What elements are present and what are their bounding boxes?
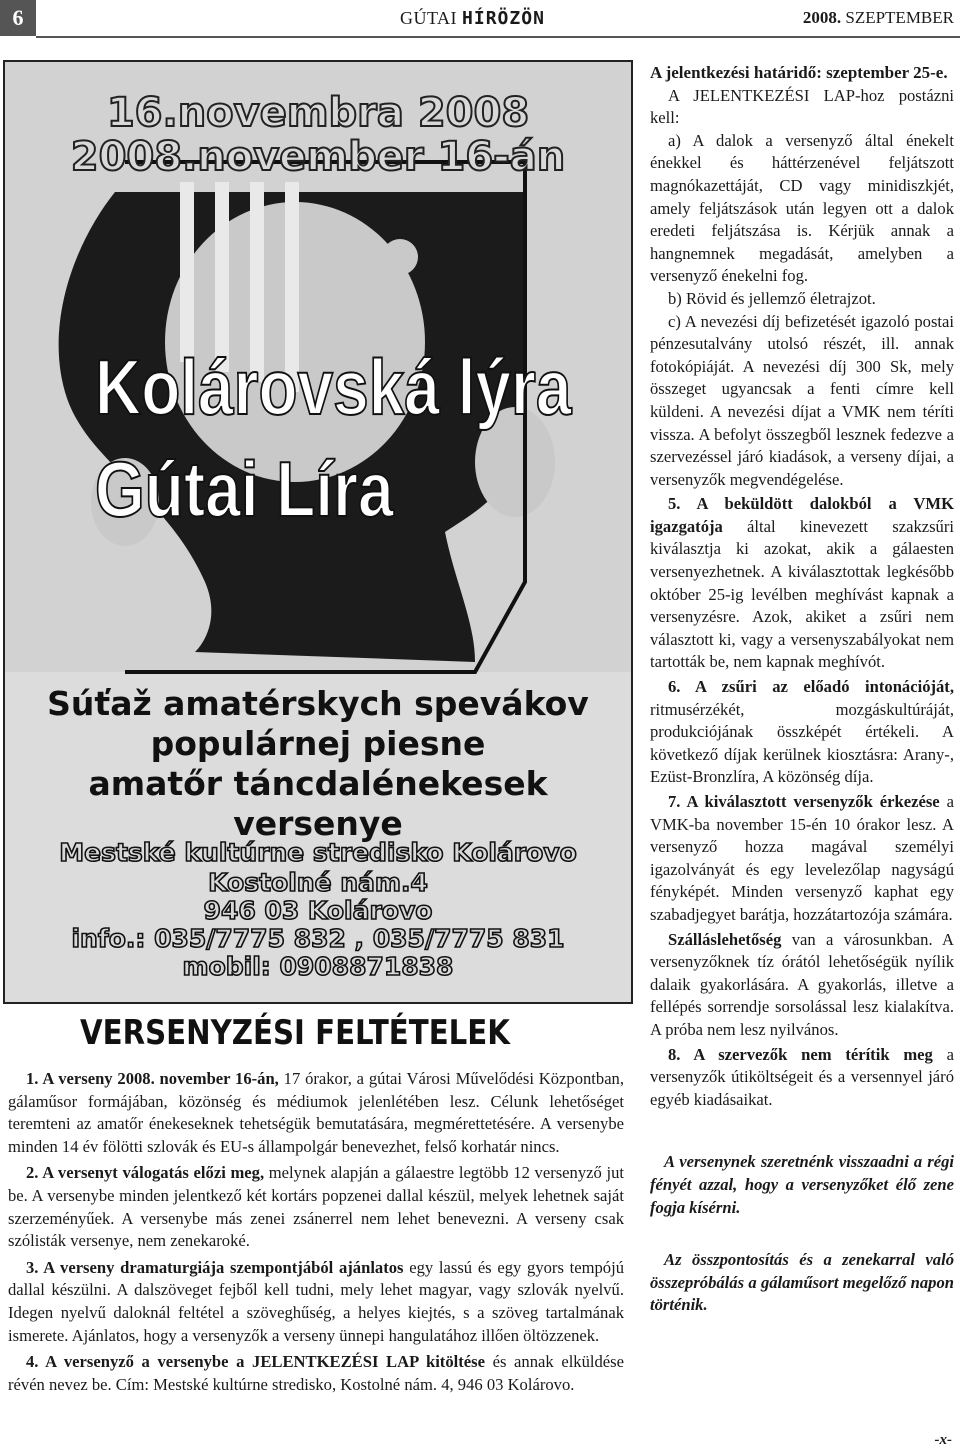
condition-2-text: melynek alapján a gálaestre legtöbb 12 versenyző jut be. A versenybe minden jelentkező két kortárs popzenei dallal készül, melyek lehetnek saját szerzeményűek. A versenybe más zenei zsánerrel nem lehet benevezni. A verseny csak szólisták versenye, nem zenekaroké. (8, 1163, 624, 1251)
condition-7-text: a VMK-ba november 15-én 10 órakor lesz. A versenyző hozza magával személyi igazolványát és egy levelezőlap nagyságú fényképét. Minden versenyző kaphat egy szabadjegyet barátja, hozzátartozója számára. (650, 792, 955, 924)
poster-title-hu: Gútai Líra (95, 445, 394, 533)
application-item-b: b) Rövid és jellemző életrajzot. (668, 288, 876, 308)
poster-organizer: Mestské kultúrne stredisko Kolárovo (59, 838, 577, 867)
poster-date-hu: 2008.november 16-án (70, 134, 566, 180)
condition-8-lead: 8. A szervezők nem térítik meg (668, 1044, 933, 1064)
condition-8 (650, 1044, 954, 1112)
condition-5 (650, 493, 954, 674)
condition-6-text: ritmusérzékét, mozgáskultúráját, produkciójának összképét értékeli. A következő díjak kerülnek kiosztásra: Arany-, Ezüst-Bronzlíra, A közönség díja. (650, 699, 954, 787)
poster-subtitle-1: Súťaž amatérskych spevákov (47, 684, 589, 723)
accommodation (650, 929, 954, 1042)
application-item-c: c) A nevezési díj befizetését igazoló postai pénzesutalvány utolsó részét, ill. annak fotokópiáját. A nevezési díj 300 Sk, mely összeget ugyancsak a fenti címre kell küldeni. A nevezési díjat a VMK nem téríti vissza. A befolyt összegből lesznek fedezve a szervezéssel járó kiadások, a verseny díjai, a versenyzők megvendégelése. (650, 311, 954, 489)
condition-1-lead: 1. A verseny 2008. november 16-án, (26, 1069, 279, 1088)
issue-year: 2008. (802, 8, 842, 27)
newspaper-title (400, 8, 545, 29)
condition-7-lead: 7. A kiválasztott versenyzők érkezése (668, 792, 940, 811)
application-item-a: a) A dalok a versenyző által énekelt énekkel és háttérzenével feljátszott magnókazettáját, CD vagy minidiszkjét, amely feljátszások után legyen ott a dalok eredeti feljátszása is. Kérjük annak a hangnemnek megadását, amelyben a versenyző énekelni fog. (650, 130, 954, 286)
issue-date (803, 8, 954, 28)
condition-3-text: egy lassú és egy gyors tempójú dallal készülni. A dalszöveget fejből kell tudni, mely lehet magyar, vagy szlovák nyelvű. Idegen nyelvű daloknál feltétel a szöveghűség, a helyes kiejtés, s a szöveg tartalmának ismerete. Ajánlatos, hogy a versenyzők a verseny ünnepi hangulatához illően öltözzenek. (8, 1257, 625, 1345)
poster-mobile: mobil: 0908871838 (182, 952, 454, 981)
condition-1-text: 17 órakor, a gútai Városi Művelődési Központban, gálaműsor formájában, közönség és médiumok jelenlétében lesz. Célunk lehetőséget teremteni az amatőr énekeseknek tehetségük bemutatására, megmérettetésére. A versenybe minden 14 év fölötti szlovák és EU-s állampolgár benevezhet, felső korhatár nincs. (8, 1069, 625, 1156)
condition-4-lead: 4. A versenyző a versenybe a JELENTKEZÉSI LAP kitöltése (26, 1352, 485, 1372)
condition-6-lead: 6. A zsűri az előadó intonációját, (668, 677, 954, 697)
conditions-right-column (650, 62, 954, 1317)
application-intro: A JELENTKEZÉSI LAP-hoz postázni kell: (650, 85, 954, 128)
issue-month: SZEPTEMBER (841, 8, 954, 27)
condition-3 (8, 1257, 624, 1347)
condition-2 (8, 1162, 624, 1252)
condition-4 (8, 1351, 624, 1396)
header-rule (36, 36, 960, 38)
condition-7 (650, 791, 954, 927)
deadline: A jelentkezési határidő: szeptember 25-e. (650, 63, 948, 82)
condition-8-text: a versenyzők útiköltségeit és a versennyel járó egyéb kiadásaikat. (650, 1044, 955, 1109)
condition-5-text: által kinevezett szakzsűri kiválasztja ki azokat, akik a gálaesten versenyezhetnek. A kiválasztottak legkésőbb október 25-ig levélben meghívást kapnak a versenyzésre. Azok, akiket a zsűri nem választott ki, vagy a versenyszabályokat nem tartották be, nem kapnak meghívót. (650, 516, 954, 672)
page-header (0, 0, 960, 38)
condition-2-lead: 2. A versenyt válogatás előzi meg, (26, 1163, 265, 1183)
page-number: 6 (0, 0, 36, 36)
poster-title-sk: Kolárovská lýra (95, 343, 572, 431)
condition-3-lead: 3. A verseny dramaturgiája szempontjából ajánlatos (26, 1257, 404, 1277)
newspaper-title-plain: GÚTAI (400, 8, 463, 28)
poster-date-sk: 16.novembra 2008 (106, 90, 530, 136)
closing-note-2: Az összpontosítás és a zenekarral való összepróbálás a gálaműsort megelőző napon történik. (650, 1250, 954, 1315)
newspaper-title-bold: HÍRÖZÖN (462, 8, 545, 29)
condition-1 (8, 1068, 624, 1158)
poster-subtitle-3: amatőr táncdalénekesek (88, 764, 548, 803)
condition-6 (650, 676, 954, 789)
section-heading: VERSENYZÉSI FELTÉTELEK (80, 1013, 510, 1053)
poster-city: 946 03 Kolárovo (203, 896, 433, 925)
accommodation-lead: Szálláslehetőség (668, 929, 782, 949)
poster-subtitle-2: populárnej piesne (150, 724, 486, 763)
conditions-left-column (8, 1068, 624, 1396)
accommodation-text: van a városunkban. A versenyzőknek tíz órától lehetőségük nyílik dalaik gyakorlására. A gyakorlás, illetve a fellépés sorrendje sorsolással lesz kialakítva. A próba nem lesz nyilvános. (650, 929, 954, 1039)
article-signature: -x- (934, 1432, 952, 1448)
event-poster (3, 60, 633, 1004)
closing-note-1: A versenynek szeretnénk visszaadni a régi fényét azzal, hogy a versenyzőket élő zene fogja kísérni. (650, 1152, 954, 1217)
poster-phone: info.: 035/7775 832 , 035/7775 831 (71, 924, 565, 953)
poster-subtitle-4: versenye (233, 804, 403, 843)
condition-5-lead: 5. A beküldött dalokból a VMK igazgatója (650, 494, 954, 536)
condition-4-text: és annak elküldése révén nevez be. Cím: Mestské kultúrne stredisko, Kostolné nám. 4, 946 03 Kolárovo. (8, 1352, 624, 1394)
poster-street: Kostolné nám.4 (208, 868, 428, 897)
